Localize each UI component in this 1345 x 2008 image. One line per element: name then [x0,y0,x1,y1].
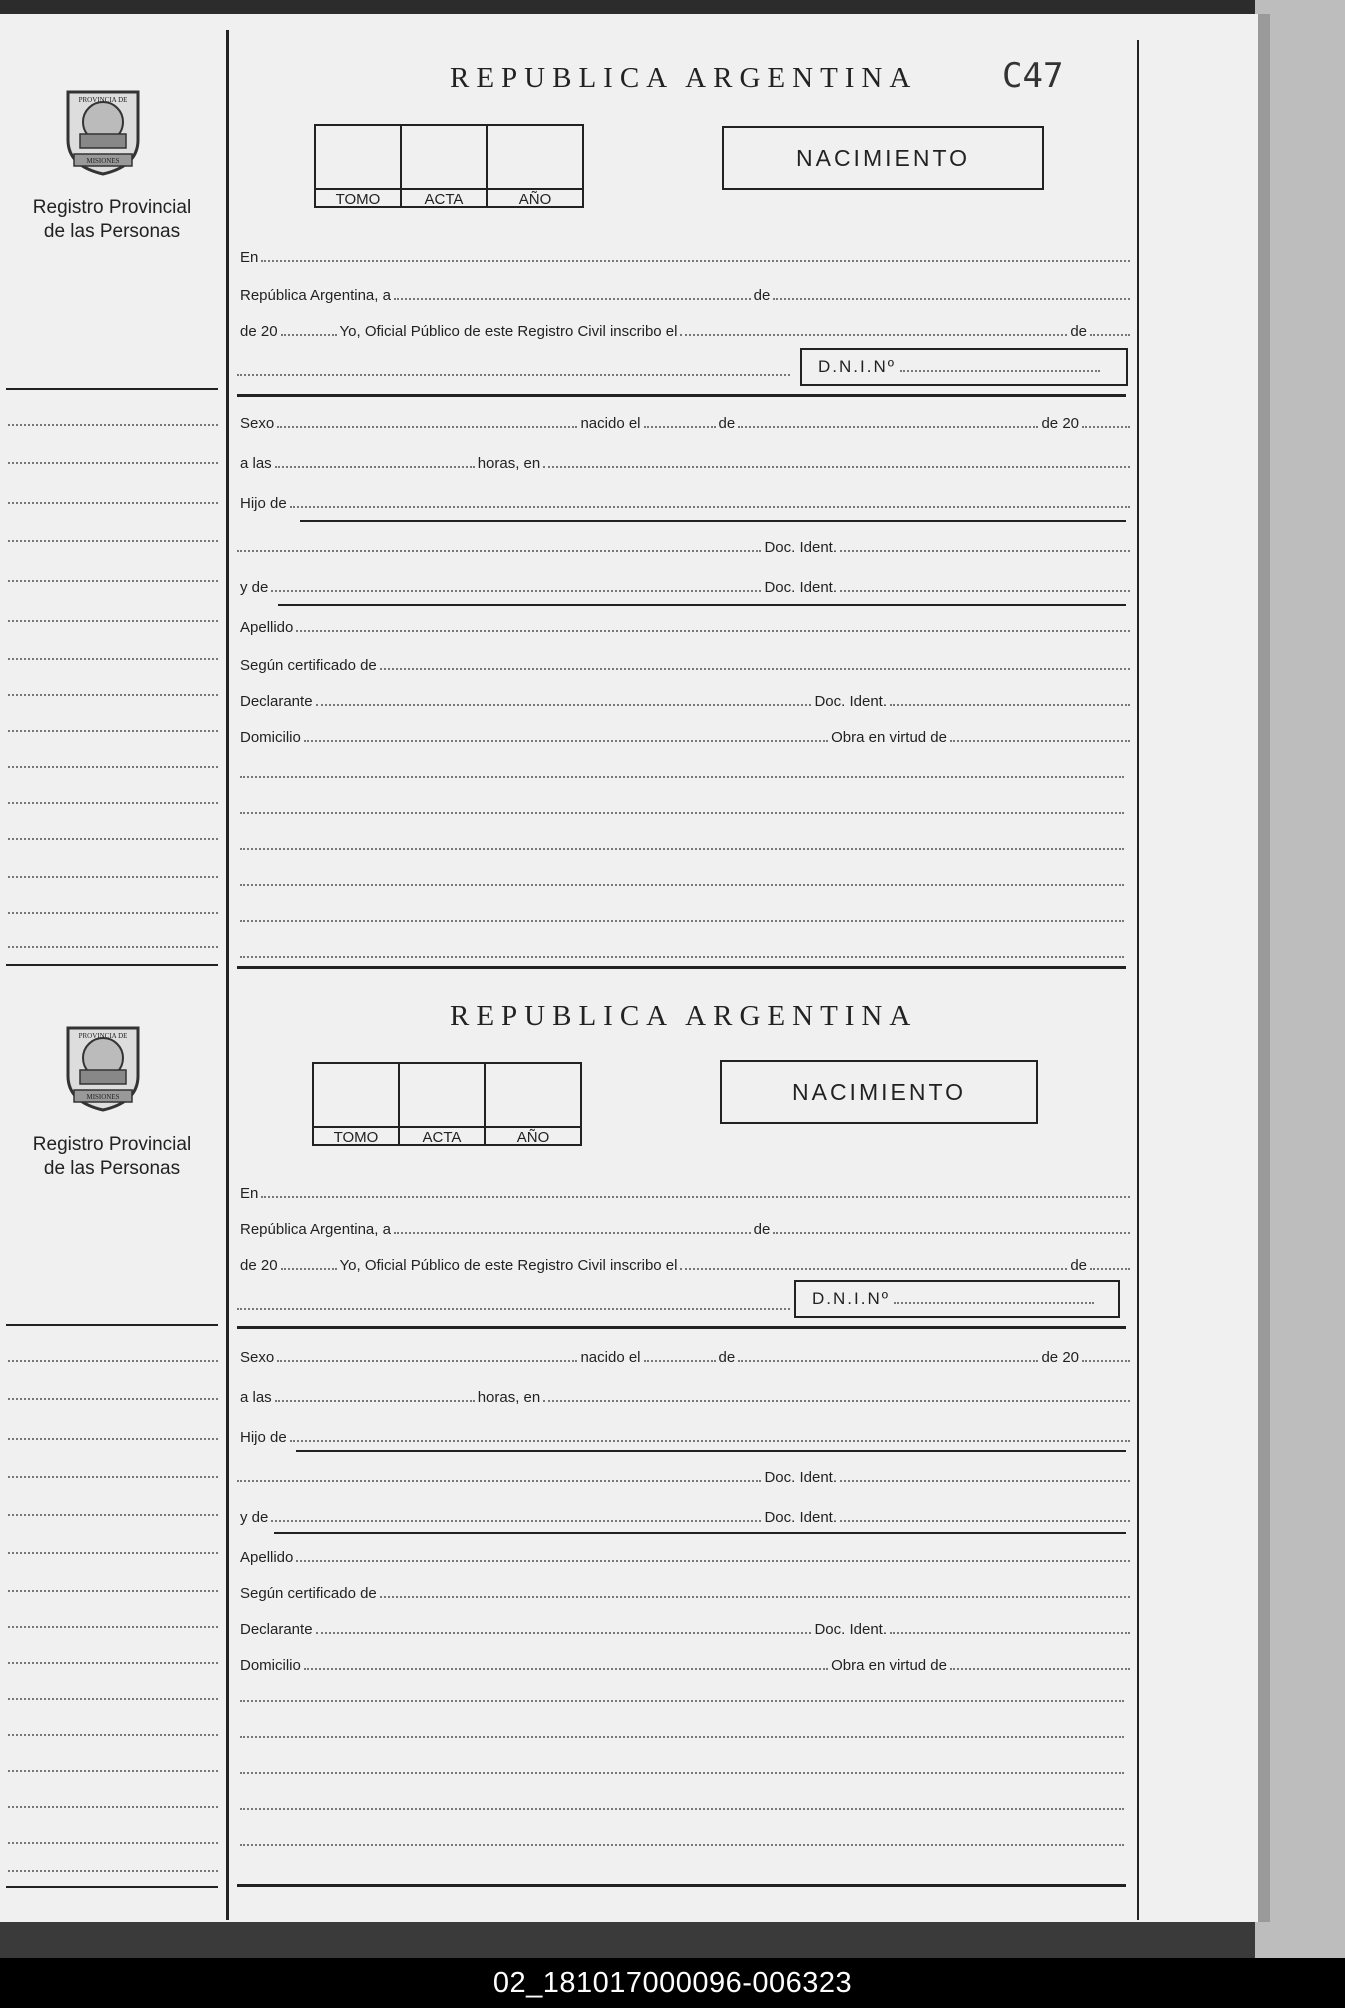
caption-line-1: Registro Provincial [32,1134,192,1155]
label-obra: Obra en virtud de [831,1657,947,1674]
field-obra[interactable] [950,740,1130,742]
observation-line[interactable] [240,848,1124,850]
observation-line[interactable] [240,1808,1124,1810]
caption-line-1: Registro Provincial [32,197,192,218]
field-apellido[interactable] [296,1560,1130,1562]
dni-label: D.N.I.Nº [818,357,896,376]
row-republica [237,1216,1130,1238]
field-month[interactable] [773,1232,1130,1234]
field-lugar[interactable] [543,1400,1130,1402]
label-a-las: a las [240,455,272,472]
field-prefix[interactable] [237,374,790,376]
rule [296,1450,1126,1452]
stub-line [8,1698,218,1700]
field-hijo-de[interactable] [290,1440,1130,1442]
label-de: de [1070,1257,1087,1274]
field-sexo[interactable] [277,1360,577,1362]
label-apellido: Apellido [240,619,294,636]
field-domicilio[interactable] [304,1668,828,1670]
row-doc-1 [237,534,1130,556]
field-obra[interactable] [950,1668,1130,1670]
scan-footer-id: 02_181017000096-006323 [0,1958,1345,2008]
label-en: En [240,249,259,266]
label-de20: de 20 [240,1257,278,1274]
acta-label: ACTA [402,188,488,208]
label-doc-ident: Doc. Ident. [764,1469,837,1486]
right-margin-line [1137,40,1139,1920]
dni-field[interactable] [900,370,1100,372]
row-domicilio [237,724,1130,746]
row-hijo-de [237,1424,1130,1446]
ano-cell[interactable] [486,1064,572,1126]
field-hora[interactable] [275,466,475,468]
field-inscribe[interactable] [680,334,1067,336]
stub-line [8,540,218,542]
label-de-20: de 20 [1041,1349,1080,1366]
field-hora[interactable] [275,1400,475,1402]
seal-top-text: PROVINCIA DE [78,96,128,104]
row-sexo [237,410,1130,432]
stub-caption-2 [0,1133,224,1181]
observation-line[interactable] [240,776,1124,778]
field-birth-month[interactable] [738,426,1038,428]
stub-line [8,876,218,878]
field-year[interactable] [281,334,337,336]
acta-cell[interactable] [400,1064,486,1126]
record-type-box: NACIMIENTO [722,126,1044,190]
label-en: En [240,1185,259,1202]
caption-line-2: de las Personas [43,1158,181,1179]
observation-line[interactable] [240,884,1124,886]
field-declarante[interactable] [316,704,812,706]
tomo-cell[interactable] [314,1064,400,1126]
observation-line[interactable] [240,1772,1124,1774]
label-doc-ident: Doc. Ident. [814,1621,887,1638]
row-y-de [237,1504,1130,1526]
label-nacido: nacido el [580,415,641,432]
stub-line [8,1662,218,1664]
rule [274,1532,1126,1534]
tomo-label: TOMO [316,188,402,208]
label-de20: de 20 [240,323,278,340]
field-padre[interactable] [237,550,761,552]
stub-line [8,1770,218,1772]
label-yo-oficial: Yo, Oficial Público de este Registro Civil inscribo el [339,323,678,340]
row-yo [237,318,1130,340]
row-hijo-de [237,490,1130,512]
ano-cell[interactable] [488,126,574,188]
stub-separator [6,1324,218,1326]
stub-line [8,1842,218,1844]
record-type-box: NACIMIENTO [720,1060,1038,1124]
stub-line [8,1870,218,1872]
label-declarante: Declarante [240,1621,313,1638]
observation-line[interactable] [240,1844,1124,1846]
row-republica [237,282,1130,304]
stub-line [8,1398,218,1400]
stub-line [8,912,218,914]
row-segun [237,652,1130,674]
label-yo-oficial: Yo, Oficial Público de este Registro Civil inscribo el [339,1257,678,1274]
stub-line [8,424,218,426]
row-y-de [237,574,1130,596]
row-declarante [237,688,1130,710]
row-segun [237,1580,1130,1602]
stub-line [8,694,218,696]
label-de-20: de 20 [1041,415,1080,432]
stub-separator [6,964,218,966]
misiones-seal-icon [60,82,146,178]
stub-separator [6,1886,218,1888]
stub-line [8,1734,218,1736]
field-prefix[interactable] [237,1308,790,1310]
field-doc-declarante[interactable] [890,1632,1130,1634]
field-inscribe-month[interactable] [1090,1268,1130,1270]
row-apellido [237,1544,1130,1566]
row-a-las [237,1384,1130,1406]
row-declarante [237,1616,1130,1638]
stub-line [8,1476,218,1478]
stub-line [8,766,218,768]
tomo-cell[interactable] [316,126,402,188]
field-birth-year[interactable] [1082,1360,1130,1362]
section-divider [237,1326,1126,1329]
label-segun: Según certificado de [240,657,377,674]
observation-line[interactable] [240,920,1124,922]
label-domicilio: Domicilio [240,729,301,746]
stub-line [8,838,218,840]
label-doc-ident: Doc. Ident. [814,693,887,710]
label-de: de [1070,323,1087,340]
birth-record-1 [230,0,1130,980]
misiones-seal-icon [60,1018,146,1114]
seal-bottom-text: MISIONES [86,1093,120,1101]
dni-label: D.N.I.Nº [812,1289,890,1308]
row-doc-1 [237,1464,1130,1486]
stub-line [8,802,218,804]
label-a-las: a las [240,1389,272,1406]
ano-label: AÑO [488,188,582,208]
row-dni-prefix [237,1292,790,1314]
field-doc-madre[interactable] [840,1520,1130,1522]
dni-field[interactable] [894,1302,1094,1304]
field-birth-day[interactable] [644,426,716,428]
stub-line [8,946,218,948]
field-day[interactable] [394,298,751,300]
stub-separator [6,388,218,390]
label-obra: Obra en virtud de [831,729,947,746]
stub-line [8,1438,218,1440]
label-sexo: Sexo [240,1349,275,1366]
field-lugar[interactable] [543,466,1130,468]
field-birth-year[interactable] [1082,426,1130,428]
observation-line[interactable] [240,1736,1124,1738]
row-apellido [237,614,1130,636]
tomo-acta-ano-grid [314,124,584,208]
form-title: REPUBLICA ARGENTINA [450,1000,918,1032]
stub-line [8,462,218,464]
serial-number: C47 [1002,56,1064,96]
row-a-las [237,450,1130,472]
field-domicilio[interactable] [304,740,828,742]
field-birth-day[interactable] [644,1360,716,1362]
stub-line [8,502,218,504]
stub-line [8,1514,218,1516]
tomo-acta-ano-grid [312,1062,582,1146]
stub-line [8,1552,218,1554]
field-declarante[interactable] [316,1632,812,1634]
label-declarante: Declarante [240,693,313,710]
stub-divider [226,30,229,1920]
row-dni-prefix [237,358,790,380]
field-madre[interactable] [271,590,761,592]
field-madre[interactable] [271,1520,761,1522]
stub-line [8,1806,218,1808]
acta-label: ACTA [400,1126,486,1146]
label-de: de [753,287,771,304]
field-day[interactable] [394,1232,751,1234]
stub-line [8,730,218,732]
field-birth-month[interactable] [738,1360,1038,1362]
observation-line[interactable] [240,1700,1124,1702]
ano-label: AÑO [486,1126,580,1146]
label-republica: República Argentina, a [240,1221,391,1238]
label-nacido: nacido el [580,1349,641,1366]
field-certificado[interactable] [380,1596,1130,1598]
stub-line [8,1590,218,1592]
field-month[interactable] [773,298,1130,300]
birth-record-2 [230,936,1130,1896]
field-doc-padre[interactable] [840,1480,1130,1482]
label-horas-en: horas, en [477,1389,541,1406]
stub-line [8,580,218,582]
row-yo [237,1252,1130,1274]
section-divider [237,394,1126,397]
field-certificado[interactable] [380,668,1130,670]
label-horas-en: horas, en [477,455,541,472]
label-de: de [718,1349,736,1366]
field-sexo[interactable] [277,426,577,428]
stub-line [8,658,218,660]
field-doc-madre[interactable] [840,590,1130,592]
label-doc-ident: Doc. Ident. [764,1509,837,1526]
label-hijo-de: Hijo de [240,1429,287,1446]
stub-line [8,1360,218,1362]
field-year[interactable] [281,1268,337,1270]
label-doc-ident: Doc. Ident. [764,539,837,556]
field-doc-declarante[interactable] [890,704,1130,706]
label-de: de [718,415,736,432]
field-hijo-de[interactable] [290,506,1130,508]
form-title: REPUBLICA ARGENTINA [450,62,918,94]
label-segun: Según certificado de [240,1585,377,1602]
field-en[interactable] [261,260,1130,262]
seal-bottom-text: MISIONES [86,157,120,165]
observation-line[interactable] [240,812,1124,814]
tomo-label: TOMO [314,1126,400,1146]
label-hijo-de: Hijo de [240,495,287,512]
row-en [237,244,1130,266]
rule [300,520,1126,522]
label-y-de: y de [240,579,269,596]
seal-top-text: PROVINCIA DE [78,1032,128,1040]
label-apellido: Apellido [240,1549,294,1566]
field-en[interactable] [261,1196,1130,1198]
field-apellido[interactable] [296,630,1130,632]
dni-box[interactable] [794,1280,1120,1318]
label-doc-ident: Doc. Ident. [764,579,837,596]
section-end-rule [237,1884,1126,1887]
stub-caption-1 [0,196,224,244]
row-en [237,1180,1130,1202]
field-inscribe[interactable] [680,1268,1067,1270]
page-shadow [1258,14,1270,1922]
row-domicilio [237,1652,1130,1674]
label-de: de [753,1221,771,1238]
acta-cell[interactable] [402,126,488,188]
stub-line [8,1626,218,1628]
stub-line [8,620,218,622]
field-padre[interactable] [237,1480,761,1482]
field-doc-padre[interactable] [840,550,1130,552]
dni-box[interactable] [800,348,1128,386]
label-sexo: Sexo [240,415,275,432]
caption-line-2: de las Personas [43,221,181,242]
rule [278,604,1126,606]
field-inscribe-month[interactable] [1090,334,1130,336]
label-domicilio: Domicilio [240,1657,301,1674]
row-sexo [237,1344,1130,1366]
label-y-de: y de [240,1509,269,1526]
label-republica: República Argentina, a [240,287,391,304]
